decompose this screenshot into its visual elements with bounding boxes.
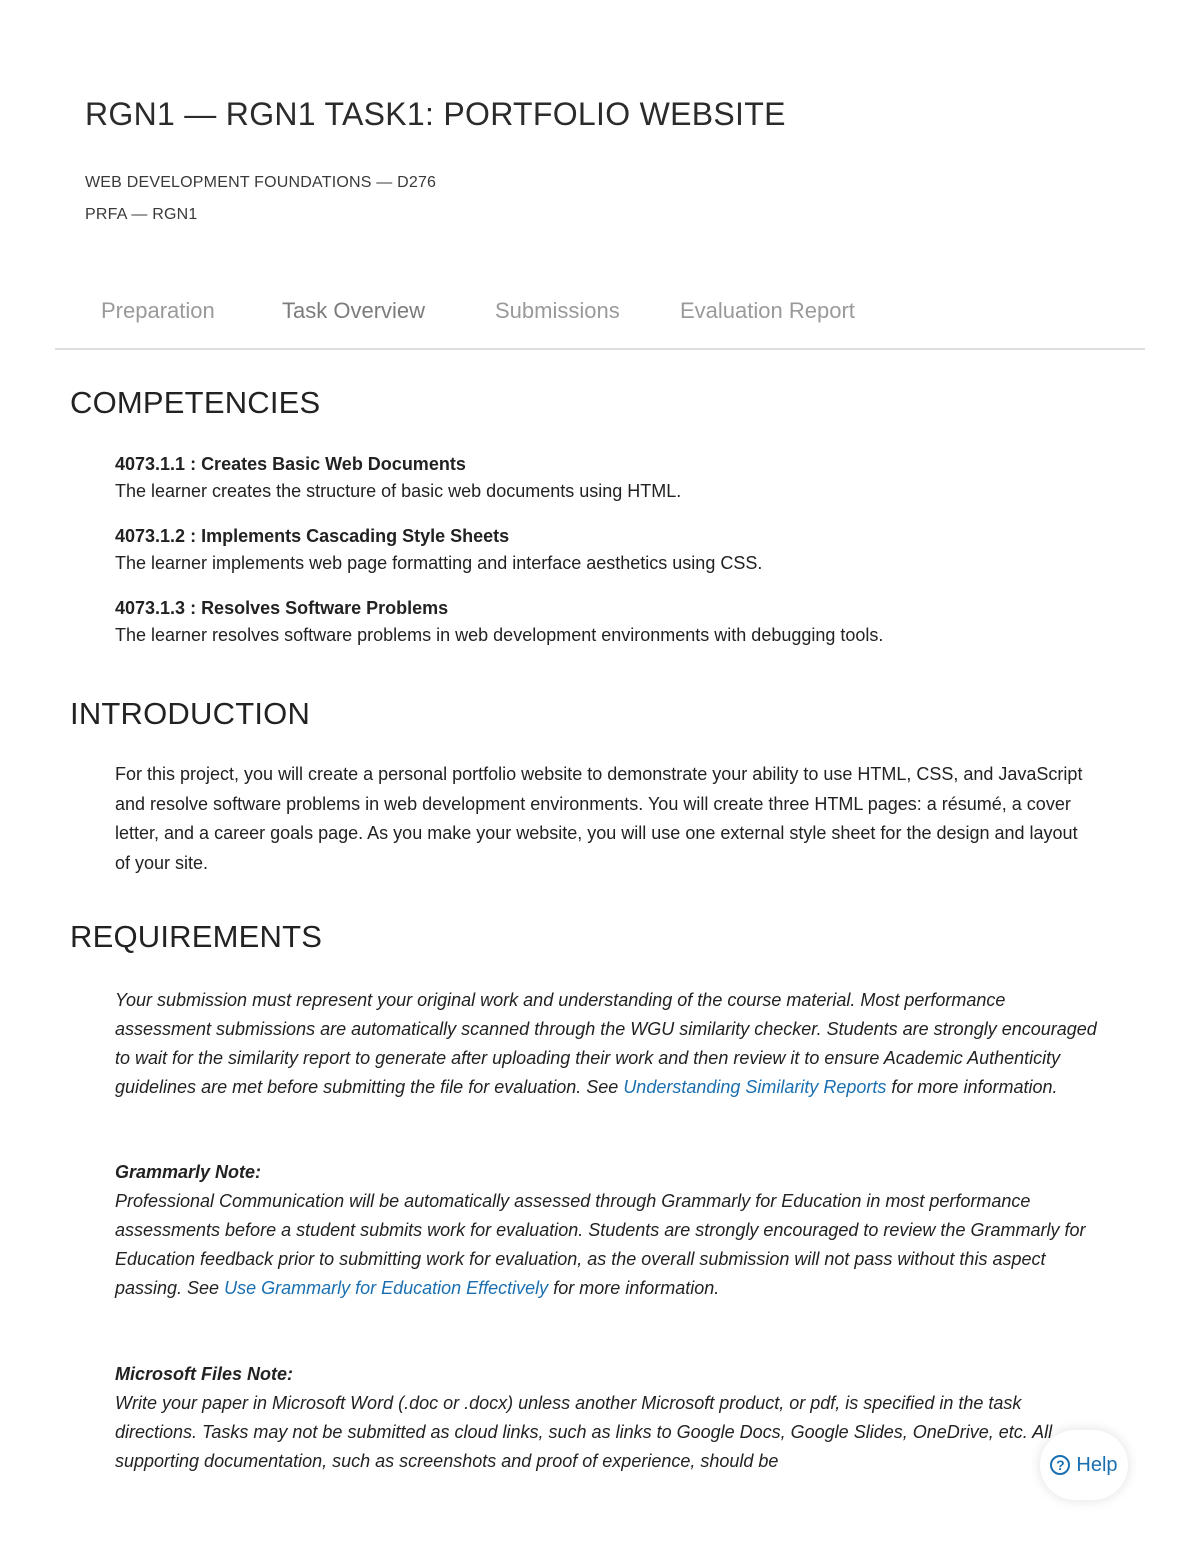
similarity-reports-link[interactable]: Understanding Similarity Reports [623,1077,887,1097]
microsoft-text: Write your paper in Microsoft Word (.doc or .docx) unless another Microsoft product, or pdf, is specified in the task directions. Tasks may not be submitted as cloud links, such as links to Google Docs, Google Slides, OneDrive, etc. All supporting documentation, such as screenshots and proof of experience, should be [115,1393,1053,1471]
microsoft-files-note [115,1360,1100,1476]
course-name: WEB DEVELOPMENT FOUNDATIONS — D276 [85,174,437,191]
tab-evaluation-report[interactable]: Evaluation Report [680,298,855,323]
competency-title: 4073.1.3 : Resolves Software Problems [115,598,449,618]
competency-description: The learner resolves software problems in web development environments with debugging tools. [115,625,884,645]
question-mark-icon: ? [1050,1455,1070,1475]
help-label: Help [1076,1453,1118,1476]
page-title: RGN1 — RGN1 TASK1: PORTFOLIO WEBSITE [85,96,786,132]
originality-note [115,986,1100,1102]
introduction-heading: INTRODUCTION [70,696,311,731]
competencies-heading: COMPETENCIES [70,385,321,420]
microsoft-note-title: Microsoft Files Note: [115,1364,294,1384]
help-button[interactable] [1040,1430,1128,1500]
grammarly-text: Professional Communication will be automatically assessed through Grammarly for Education in most performance assessments before a student submits work for evaluation. Students are strongly encouraged to review the Grammarly for Education feedback prior to submitting work for evaluation, as the overall submission will not pass without this aspect passing. See [115,1191,1086,1298]
competency-item [115,451,1115,505]
grammarly-note-title: Grammarly Note: [115,1162,262,1182]
tab-bar [55,280,1145,350]
introduction-text: For this project, you will create a personal portfolio website to demonstrate your ability to use HTML, CSS, and JavaScript and resolve software problems in web development environments. You will create three HTML pages: a résumé, a cover letter, and a career goals page. As you make your website, you will use one external style sheet for the design and layout of your site. [115,764,1083,873]
grammarly-text-end: for more information. [548,1278,720,1298]
grammarly-link[interactable]: Use Grammarly for Education Effectively [224,1278,549,1298]
tab-preparation[interactable]: Preparation [101,298,215,323]
originality-text: Your submission must represent your original work and understanding of the course material. Most performance assessment submissions are automatically scanned through the WGU similarity checker. Students are strongly encouraged to wait for the similarity report to generate after uploading their work and then review it to ensure Academic Authenticity guidelines are met before submitting the file for evaluation. See [115,990,1097,1097]
competency-item [115,595,1115,649]
tab-task-overview[interactable]: Task Overview [282,298,426,323]
grammarly-note [115,1158,1100,1303]
competency-title: 4073.1.1 : Creates Basic Web Documents [115,454,466,474]
competency-title: 4073.1.2 : Implements Cascading Style Sheets [115,526,510,546]
requirements-heading: REQUIREMENTS [70,919,323,954]
originality-text-end: for more information. [886,1077,1058,1097]
assessment-code: PRFA — RGN1 [85,206,198,223]
competency-description: The learner implements web page formatting and interface aesthetics using CSS. [115,553,763,573]
competency-description: The learner creates the structure of basic web documents using HTML. [115,481,682,501]
tab-submissions[interactable]: Submissions [495,298,620,323]
competency-item [115,523,1115,577]
